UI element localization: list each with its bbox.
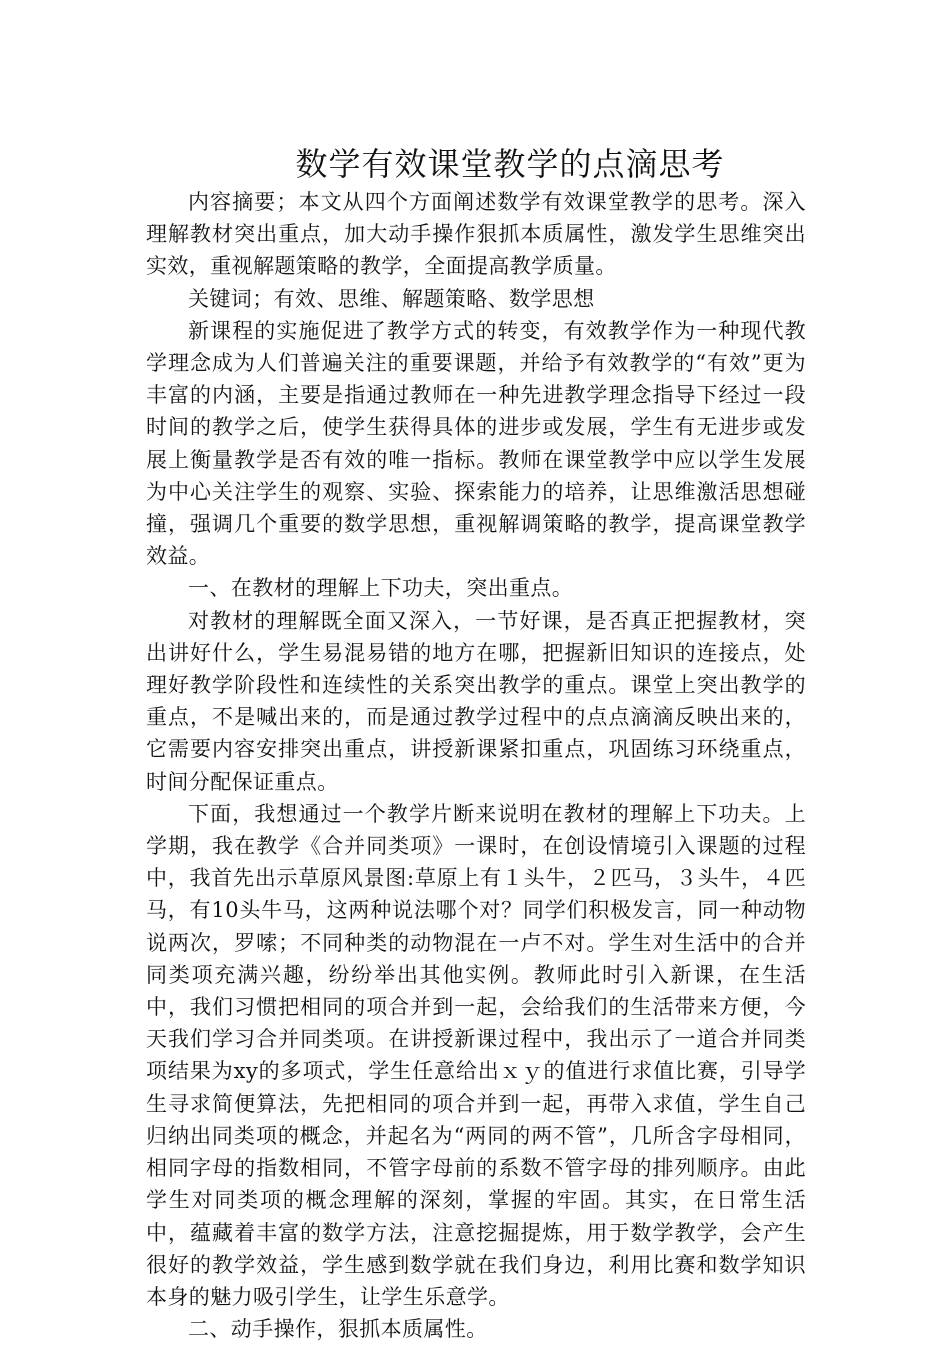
abstract-paragraph: 内容摘要；本文从四个方面阐述数学有效课堂教学的思考。深入理解教材突出重点，加大动手操作狠抓本质属性，激发学生思维突出实效，重视解题策略的教学，全面提高教学质量。 bbox=[146, 190, 806, 279]
section-1-paragraph-1: 对教材的理解既全面又深入，一节好课，是否真正把握教材，突出讲好什么，学生易混易错的地方在哪，把握新旧知识的连接点，处理好教学阶段性和连续性的关系突出教学的重点。课堂上突出教学的重点，不是喊出来的，而是通过教学过程中的点点滴滴反映出来的，它需要内容安排突出重点，讲授新课紧扣重点，巩固练习环绕重点，时间分配保证重点。 bbox=[146, 608, 806, 794]
intro-paragraph: 新课程的实施促进了教学方式的转变，有效教学作为一种现代教学理念成为人们普遍关注的重要课题，并给予有效教学的“有效”更为丰富的内涵，主要是指通过教师在一种先进教学理念指导下经过一段时间的教学之后，使学生获得具体的进步或发展，学生有无进步或发展上衡量教学是否有效的唯一指标。教师在课堂教学中应以学生发展为中心关注学生的观察、实验、探索能力的培养，让思维激活思想碰撞，强调几个重要的数学思想，重视解调策略的教学，提高课堂教学效益。 bbox=[146, 318, 806, 569]
keywords-paragraph: 关键词；有效、思维、解题策略、数学思想 bbox=[188, 286, 595, 311]
document-body bbox=[146, 186, 806, 1345]
section-heading-1: 一、在教材的理解上下功夫，突出重点。 bbox=[188, 576, 574, 601]
document-title: 数学有效课堂教学的点滴思考 bbox=[295, 145, 725, 183]
section-1-paragraph-2: 下面，我想通过一个教学片断来说明在教材的理解上下功夫。上学期，我在教学《合并同类项》一课时，在创设情境引入课题的过程中，我首先出示草原风景图:草原上有１头牛，２匹马，３头牛，４匹马，有10头牛马，这两种说法哪个对？同学们积极发言，同一种动物说两次，罗嗦；不同种类的动物混在一卢不对。学生对生活中的合并同类项充满兴趣，纷纷举出其他实例。教师此时引入新课，在生活中，我们习惯把相同的项合并到一起，会给我们的生活带来方便，今天我们学习合并同类项。在讲授新课过程中，我出示了一道合并同类项结果为xy的多项式，学生任意给出ｘｙ的值进行求值比赛，引导学生寻求简便算法，先把相同的项合并到一起，再带入求值，学生自己归纳出同类项的概念，并起名为“两同的两不管”，几所含字母相同，相同字母的指数相同，不管字母前的系数不管字母的排列顺序。由此学生对同类项的概念理解的深刻，掌握的牢固。其实，在日常生活中，蕴藏着丰富的数学方法，注意挖掘提炼，用于数学教学，会产生很好的教学效益，学生感到数学就在我们身边，利用比赛和数学知识本身的魅力吸引学生，让学生乐意学。 bbox=[146, 801, 806, 1309]
section-heading-2: 二、动手操作，狠抓本质属性。 bbox=[188, 1317, 488, 1342]
